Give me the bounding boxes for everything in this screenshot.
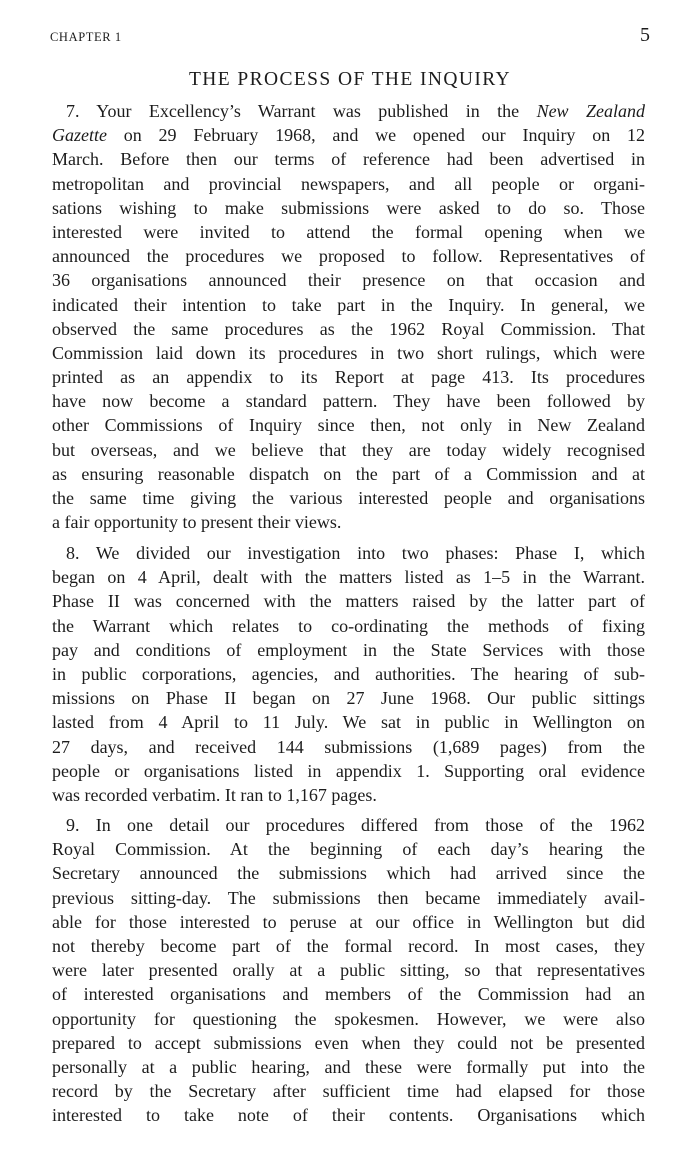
- text-line: Commission laid down its procedures in two short rulings, which were: [52, 342, 645, 363]
- text-line: a fair opportunity to present their views.: [52, 512, 342, 533]
- running-header: [50, 26, 650, 50]
- text-line: prepared to accept submissions even when they could not be presented: [52, 1032, 645, 1053]
- text-line: sations wishing to make submissions were asked to do so. Those: [52, 197, 645, 218]
- text-line: but overseas, and we believe that they are today widely recognised: [52, 439, 645, 460]
- text-line: as ensuring reasonable dispatch on the part of a Commission and at: [52, 463, 645, 484]
- text-line: Royal Commission. At the beginning of each day’s hearing the: [52, 839, 645, 860]
- text-line: opportunity for questioning the spokesmen. However, we were also: [52, 1008, 645, 1029]
- text-line: the same time giving the various interested people and organisations: [52, 488, 645, 508]
- text-line: not thereby become part of the formal record. In most cases, they: [52, 935, 645, 956]
- chapter-label: CHAPTER 1: [50, 30, 122, 44]
- text-line: have now become a standard pattern. They have been followed by: [52, 391, 645, 412]
- text-line: March. Before then our terms of reference had been advertised in: [52, 149, 645, 170]
- text-line: 8. We divided our investigation into two phases: Phase I, which: [66, 543, 645, 563]
- text-line: Secretary announced the submissions which had arrived since the: [52, 863, 645, 884]
- text-line: Phase II was concerned with the matters raised by the latter part of: [52, 591, 645, 612]
- text-line: 7. Your Excellency’s Warrant was published in the New Zealand: [66, 101, 645, 121]
- text-line: began on 4 April, dealt with the matters listed as 1–5 in the Warrant.: [52, 567, 645, 588]
- text-line: able for those interested to peruse at our office in Wellington but did: [52, 911, 645, 932]
- paragraph-8: [52, 541, 645, 807]
- text-line: previous sitting-day. The submissions then became immediately avail-: [52, 887, 645, 908]
- page-number: 5: [640, 24, 650, 46]
- text-line: 36 organisations announced their presence on that occasion and: [52, 270, 645, 291]
- text-line: printed as an appendix to its Report at page 413. Its procedures: [52, 367, 645, 388]
- publication-name: Gazette: [52, 125, 107, 146]
- text-line: indicated their intention to take part in the Inquiry. In general, we: [52, 294, 645, 315]
- text-line: interested to take note of their contents. Organisations which: [52, 1105, 645, 1126]
- publication-name: New Zealand: [536, 101, 645, 121]
- paragraph-9: [52, 813, 645, 1127]
- paragraph-7: [52, 99, 645, 534]
- text-line: Gazette on 29 February 1968, and we opened our Inquiry on 12: [52, 125, 645, 146]
- text-line: the Warrant which relates to co-ordinating the methods of fixing: [52, 615, 645, 636]
- text-line: 9. In one detail our procedures differed from those of the 1962: [66, 815, 645, 835]
- text-line: observed the same procedures as the 1962 Royal Commission. That: [52, 318, 645, 339]
- text-line: record by the Secretary after sufficient time had elapsed for those: [52, 1081, 645, 1102]
- text-line: announced the procedures we proposed to follow. Representatives of: [52, 246, 645, 267]
- text-line: of interested organisations and members of the Commission had an: [52, 984, 645, 1005]
- text-line: people or organisations listed in appendix 1. Supporting oral evidence: [52, 760, 645, 781]
- text-line: personally at a public hearing, and these were formally put into the: [52, 1056, 645, 1077]
- text-line: metropolitan and provincial newspapers, and all people or organi-: [52, 173, 645, 194]
- text-line: other Commissions of Inquiry since then, not only in New Zealand: [52, 415, 645, 436]
- text-line: in public corporations, agencies, and authorities. The hearing of sub-: [52, 663, 645, 684]
- text-line: 27 days, and received 144 submissions (1,689 pages) from the: [52, 736, 645, 757]
- text-line: interested were invited to attend the formal opening when we: [52, 221, 645, 242]
- text-line: lasted from 4 April to 11 July. We sat in public in Wellington on: [52, 712, 645, 733]
- section-title: THE PROCESS OF THE INQUIRY: [188, 69, 512, 90]
- text-line: were later presented orally at a public sitting, so that representatives: [52, 960, 645, 981]
- text-line: pay and conditions of employment in the State Services with those: [52, 639, 645, 660]
- text-line: missions on Phase II began on 27 June 1968. Our public sittings: [52, 688, 645, 709]
- text-line: was recorded verbatim. It ran to 1,167 pages.: [52, 784, 377, 805]
